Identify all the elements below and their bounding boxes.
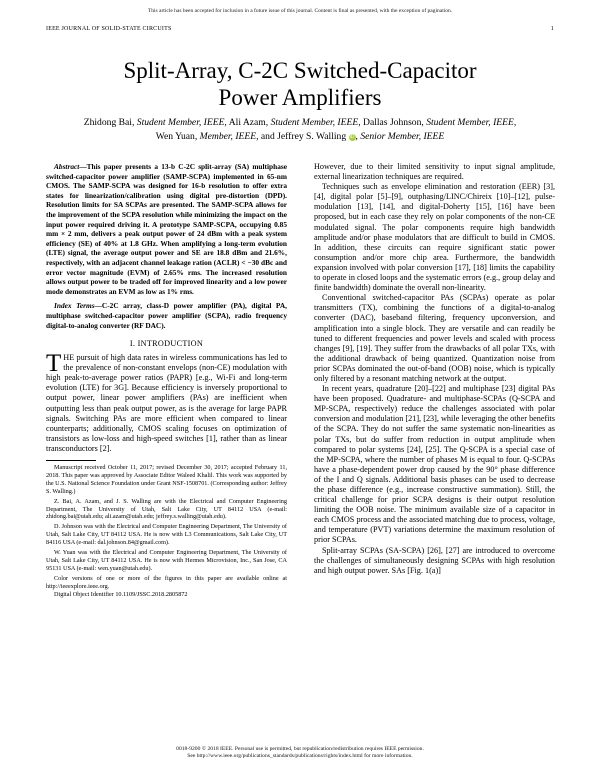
footnote-affiliation: D. Johnson was with the Electrical and Computer Engineering Department, The University of Utah, Salt Lake City, UT 84112 USA. He is now with L3 Communications, Salt Lake City, UT 84116 USA (e-mail: dal.johnson.84@gmail.com).	[46, 523, 287, 547]
author-name: Dallas Johnson,	[363, 117, 424, 128]
index-terms-label: Index Terms	[54, 301, 95, 311]
body-paragraph: In recent years, quadrature [20]–[22] and multiphase [23] digital PAs have been proposed. Quadrature- and multiphase-SCPAs (Q-SCPA and MP-SCPA, respectively) reduce the challenges associated with polar conversion and modulation [21], [23], while leveraging the other benefits of the SCPA. They do not suffer the same systematic non-linearities as polar TXs, but do suffer from reduction in output amplitude when compared to polar systems [24], [25]. The Q-SCPA is a special case of the MP-SCPA, where the number of phases M is equal to four. Q-SCPAs have a phase-dependent power drop caused by the 90° phase difference of the I and Q signals. Additional basis phases can be used to decrease the phase difference (e.g., increase constructive summation). Still, the critical challenge for prior SCPA designs is their output resolution limiting the OOB noise. The minimum available size of a capacitor in each CMOS process and the associated matching due to process, voltage, and temperature (PVT) variations determine the maximum resolution of prior SCPAs.	[314, 384, 555, 545]
abstract-label: Abstract	[54, 162, 80, 171]
abstract	[46, 162, 287, 296]
lead-word: HE	[63, 353, 75, 363]
running-head	[46, 26, 554, 32]
author-list	[40, 116, 560, 144]
footnote-rule	[46, 460, 96, 461]
rights-link-line: See http://www.ieee.org/publications_standards/publications/rights/index.html for more information.	[187, 753, 413, 760]
journal-name: IEEE JOURNAL OF SOLID-STATE CIRCUITS	[46, 26, 172, 32]
footnote-doi: Digital Object Identifier 10.1109/JSSC.2018.2805872	[54, 590, 188, 598]
author-line-1	[40, 116, 560, 130]
acceptance-banner: This article has been accepted for inclusion in a future issue of this journal. Content is final as presented, with the exception of pagination.	[147, 8, 453, 14]
author-line-2: Wen Yuan, Member, IEEE, and Jeffrey S. Walling iD, Senior Member, IEEE	[155, 131, 445, 142]
author-name: and Jeffrey S. Walling	[260, 131, 347, 142]
footnote-color-versions: Color versions of one or more of the figures in this paper are available online at http://ieeexplore.ieee.org.	[46, 574, 287, 590]
copyright-footer	[0, 746, 600, 761]
body-paragraph: Conventional switched-capacitor PAs (SCPAs) operate as polar transmitters (TX), combining the functions of a digital-to-analog converter (DAC), baseband filtering, frequency upconversion, and amplification into a single block. They are versatile and can readily be tuned to different frequencies and power levels and scaled with process changes [9], [19]. They suffer from the drawbacks of all polar TXs, with the additional drawback of being quantized. Quantization noise from prior SCPAs dominated the out-of-band (OOB) noise, which is typically only filtered by a resonant matching network at the output.	[314, 293, 555, 383]
body-paragraph: However, due to their limited sensitivity to input signal amplitude, external linearization techniques are required.	[314, 162, 555, 182]
author-name: Wen Yuan,	[155, 131, 198, 142]
author-name: Ali Azam,	[228, 117, 269, 128]
left-column	[46, 162, 287, 599]
index-terms	[46, 301, 287, 330]
orcid-icon[interactable]: iD	[349, 134, 355, 140]
footnote-affiliation: W. Yuan was with the Electrical and Computer Engineering Department, The University of Utah, Salt Lake City, UT 84112 USA. He is now with Hermes Microvision, Inc., San Jose, CA 95131 USA (e-mail: wen.yuan@utah.edu).	[46, 549, 287, 572]
body-paragraph: Split-array SCPAs (SA-SCPA) [26], [27] are introduced to overcome the challenges of simultaneously designing SCPAs with high resolution and high output power. SAs [Fig. 1(a)]	[314, 545, 555, 575]
title-line-1: Split-Array, C-2C Switched-Capacitor	[123, 58, 477, 83]
index-terms-text: —C-2C array, class-D power amplifier (PA), digital PA, multiphase switched-capacitor power amplifier (SCPA), radio frequency digital-to-analog converter (RF DAC).	[46, 301, 288, 330]
footnote-affiliation: Z. Bai, A. Azam, and J. S. Walling are with the Electrical and Computer Engineering Department, The University of Utah, Salt Lake City, UT 84112 USA (e-mail: zhidong.bai@utah.edu; ali.azam@utah.edu; jeffrey.s.walling@utah.edu).	[46, 497, 287, 521]
author-membership: Student Member, IEEE,	[426, 117, 517, 128]
footnote-manuscript: Manuscript received October 11, 2017; revised December 30, 2017; accepted February 11, 2018. This paper was approved by Associate Editor Waleed Khalil. This work was supported by the U.S. National Science Foundation under Grant NSF-1508701. (Corresponding author: Jeffrey S. Walling.)	[46, 464, 287, 495]
intro-paragraph: THE pursuit of high data rates in wireless communications has led to the prevalence of non-constant envelops (non-CE) modulation with high peak-to-average power ratios (PAPR) [e.g., Wi-Fi and long-term evolution (LTE) for 3G]. Because efficiency is inversely proportional to output power, linear power amplifiers (PAs) are inefficient when outputting less than peak output power, as is the average for large PAPR signals. Switching PAs are more efficient when compared to linear counterparts; additionally, CMOS scaling focuses on optimization of transistors as low-loss and high-speed switches [1], rather than as linear transconductors [2].	[46, 350, 287, 453]
author-name: Zhidong Bai,	[83, 117, 135, 128]
page-number: 1	[550, 26, 554, 32]
paper-title	[40, 57, 560, 111]
abstract-text: —This paper presents a 13-b C-2C split-array (SA) multiphase switched-capacitor power amplifier (SAMP-SCPA) implemented in 65-nm CMOS. The SAMP-SCPA was designed for 16-b resolution to offer extra states for linearization/calibration using digital pre-distortion (DPD). Resolution limits for SA SCPAs are presented. The SAMP-SCPA allows for the improvement of the SCPA resolution while minimizing the impact on the input power required driving it. A prototype SAMP-SCPA, occupying 0.85 mm × 2 mm, delivers a peak output power of 24 dBm with a peak system efficiency (SE) of 40% at 1.8 GHz. When amplifying a long-term evolution (LTE) signal, the average output power and SE are 18.8 dBm and 21.6%, respectively, with an adjacent channel leakage ration (ACLR) < −30 dBc and error vector magnitude (EVM) of 2.65% rms. The increased resolution allows output power to be traded off for improved linearity and a low power mode demonstrates an EVM as low as 1% rms.	[46, 162, 287, 296]
author-membership: Student Member, IEEE,	[270, 117, 361, 128]
right-column	[314, 162, 555, 576]
body-paragraph: Techniques such as envelope elimination and restoration (EER) [3], [4], digital polar [5]–[9], outphasing/LINC/Chireix [10]–[12], pulse-modulation [13], [14], and digital-Doherty [15], [16] have been proposed, but in each case they rely on polar components of the non-CE modulated signal. The polar components require high bandwidth amplitude and/or phase modulators that are difficult to build in CMOS. In addition, these circuits can require significant static power consumption and/or more chip area. Furthermore, the bandwidth expansion involved with polar conversion [17], [18] limits the capability to operate in closed loops and the systematic errors (e.g., group delay and finite bandwidth) dominate the overall non-linearity.	[314, 182, 555, 293]
author-membership: Senior Member, IEEE	[360, 131, 445, 142]
author-membership: Student Member, IEEE,	[136, 117, 227, 128]
title-line-2: Power Amplifiers	[218, 85, 382, 110]
section-heading-introduction: I. INTRODUCTION	[129, 339, 204, 349]
author-membership: Member, IEEE,	[199, 131, 259, 142]
drop-cap: T	[46, 350, 62, 378]
copyright-line: 0018-9200 © 2018 IEEE. Personal use is permitted, but republication/redistribution requires IEEE permission.	[176, 746, 424, 752]
